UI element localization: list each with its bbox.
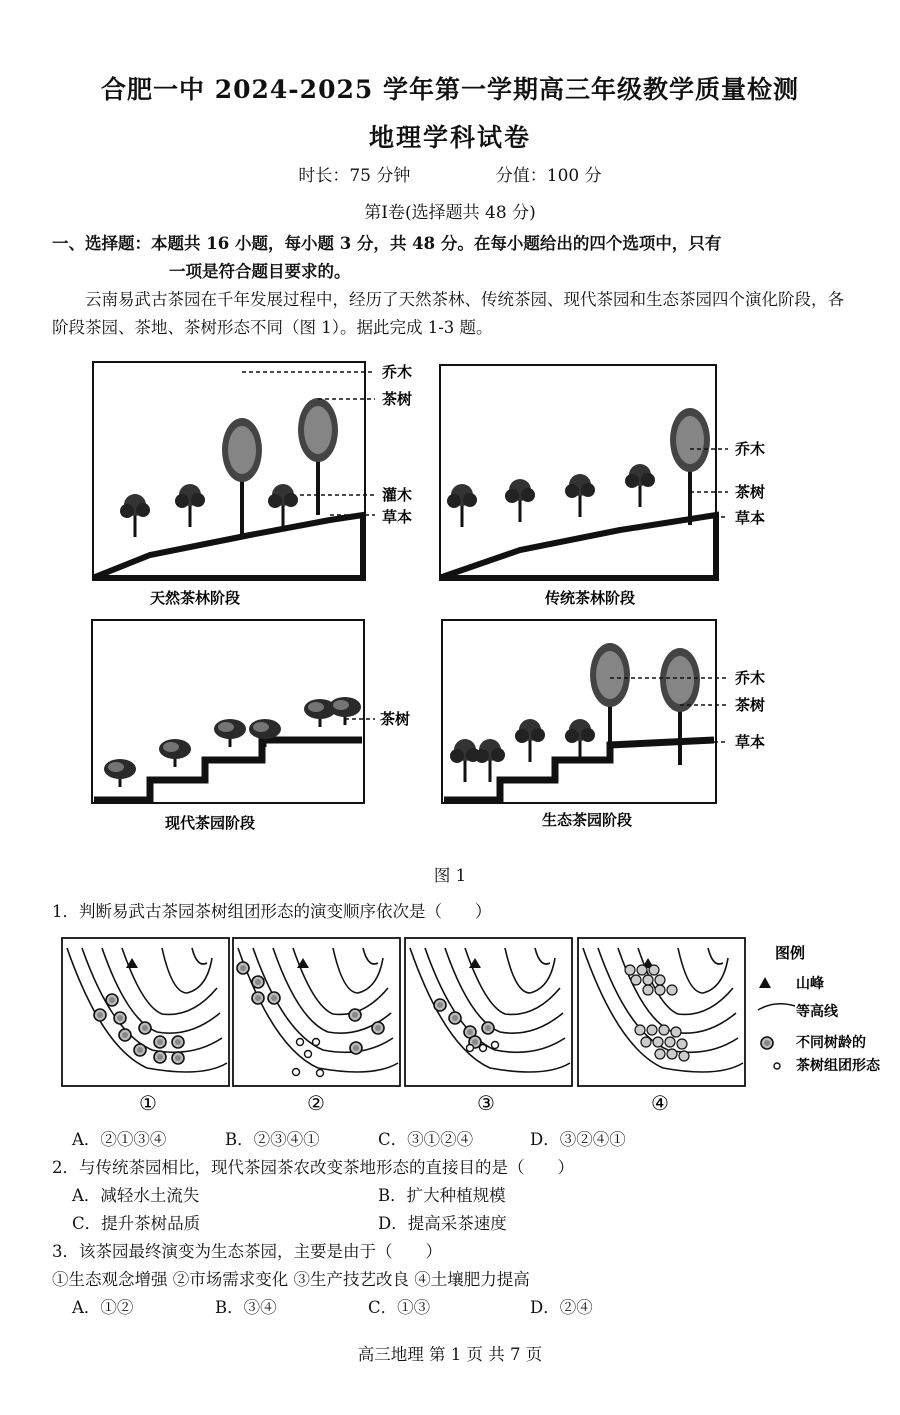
panel-ecological — [442, 620, 728, 803]
page-footer: 高三地理 第 1 页 共 7 页 — [357, 1345, 543, 1364]
legend-cluster-1: 不同树龄的 — [796, 1035, 866, 1051]
passage: 云南易武古茶园在千年发展过程中，经历了天然茶林、传统茶园、现代茶园和生态茶园四个演化阶段，各阶段茶园、茶地、茶树形态不同（图 1）。据此完成 1-3 题。 — [52, 290, 844, 337]
question-2-stem: 2．与传统茶园相比，现代茶园茶农改变茶地形态的直接目的是（ ） — [52, 1158, 574, 1177]
q2-option-a[interactable]: A．减轻水土流失 — [72, 1186, 200, 1205]
label-herb: 草本 — [735, 509, 766, 527]
legend-title: 图例 — [775, 944, 806, 962]
map-number: ① — [139, 1091, 157, 1115]
q3-option-c[interactable]: C．①③ — [368, 1298, 431, 1317]
map-number: ③ — [477, 1091, 495, 1115]
section-instructions — [52, 230, 852, 286]
q2-option-c[interactable]: C．提升茶树品质 — [72, 1214, 201, 1233]
map-2 — [233, 938, 400, 1086]
q1-option-a[interactable]: A．②①③④ — [72, 1130, 167, 1149]
label-arbor: 乔木 — [382, 363, 413, 381]
exam-meta — [0, 161, 900, 186]
legend — [758, 944, 881, 1074]
volume-title: 第Ⅰ卷(选择题共 48 分) — [364, 203, 536, 223]
label-tea: 茶树 — [735, 483, 766, 501]
figure-1 — [0, 355, 900, 855]
panel-natural — [93, 362, 375, 580]
label-shrub: 灌木 — [382, 486, 413, 504]
q2-option-b[interactable]: B．扩大种植规模 — [378, 1186, 506, 1205]
label-tea: 茶树 — [380, 710, 411, 728]
label-herb: 草本 — [382, 508, 413, 526]
figure-1-caption: 图 1 — [433, 866, 467, 885]
q3-option-a[interactable]: A．①② — [72, 1298, 134, 1317]
panel-modern — [92, 620, 375, 803]
peak-icon — [759, 977, 771, 988]
map-1 — [62, 938, 229, 1086]
panel-traditional-caption: 传统茶林阶段 — [545, 589, 636, 607]
q3-option-d[interactable]: D．②④ — [530, 1298, 593, 1317]
subject-title: 地理学科试卷 — [368, 123, 531, 152]
question-3-stem: 3．该茶园最终演变为生态茶园，主要是由于（ ） — [52, 1242, 442, 1261]
legend-cluster-2: 茶树组团形态 — [796, 1058, 880, 1074]
map-3 — [405, 938, 572, 1086]
exam-title: 合肥一中 2024-2025 学年第一学期高三年级教学质量检测 — [101, 75, 799, 104]
panel-natural-caption: 天然茶林阶段 — [150, 589, 241, 607]
q1-option-c[interactable]: C．③①②④ — [378, 1130, 474, 1149]
map-number: ② — [307, 1091, 325, 1115]
small-cluster-icon — [774, 1063, 780, 1069]
q1-option-b[interactable]: B．②③④① — [225, 1130, 320, 1149]
contour-icon — [758, 1004, 795, 1010]
score: 分值：100 分 — [495, 166, 602, 186]
q3-option-b[interactable]: B．③④ — [215, 1298, 277, 1317]
panel-traditional — [440, 365, 728, 580]
panel-ecological-caption: 生态茶园阶段 — [542, 811, 633, 829]
q2-option-d[interactable]: D．提高采茶速度 — [378, 1214, 507, 1233]
question-3-items: ①生态观念增强 ②市场需求变化 ③生产技艺改良 ④土壤肥力提高 — [52, 1270, 530, 1289]
legend-contour: 等高线 — [796, 1004, 838, 1020]
map-number: ④ — [651, 1091, 669, 1115]
label-tea: 茶树 — [735, 696, 766, 714]
q1-option-d[interactable]: D．③②④① — [530, 1130, 626, 1149]
cluster-icon — [761, 1037, 773, 1049]
duration: 时长：75 分钟 — [298, 166, 411, 186]
question-1-maps — [0, 930, 900, 1120]
label-tea: 茶树 — [382, 390, 413, 408]
legend-peak: 山峰 — [796, 976, 824, 992]
panel-modern-caption: 现代茶园阶段 — [165, 814, 256, 832]
map-4 — [578, 938, 745, 1086]
label-arbor: 乔木 — [735, 440, 766, 458]
label-arbor: 乔木 — [735, 669, 766, 687]
section-line-2: 一项是符合题目要求的。 — [169, 262, 351, 281]
label-herb: 草本 — [735, 733, 766, 751]
section-line-1: 一、选择题：本题共 16 小题，每小题 3 分，共 48 分。在每小题给出的四个选项中，只有 — [52, 234, 722, 253]
question-1-stem: 1．判断易武古茶园茶树组团形态的演变顺序依次是（ ） — [52, 902, 492, 921]
